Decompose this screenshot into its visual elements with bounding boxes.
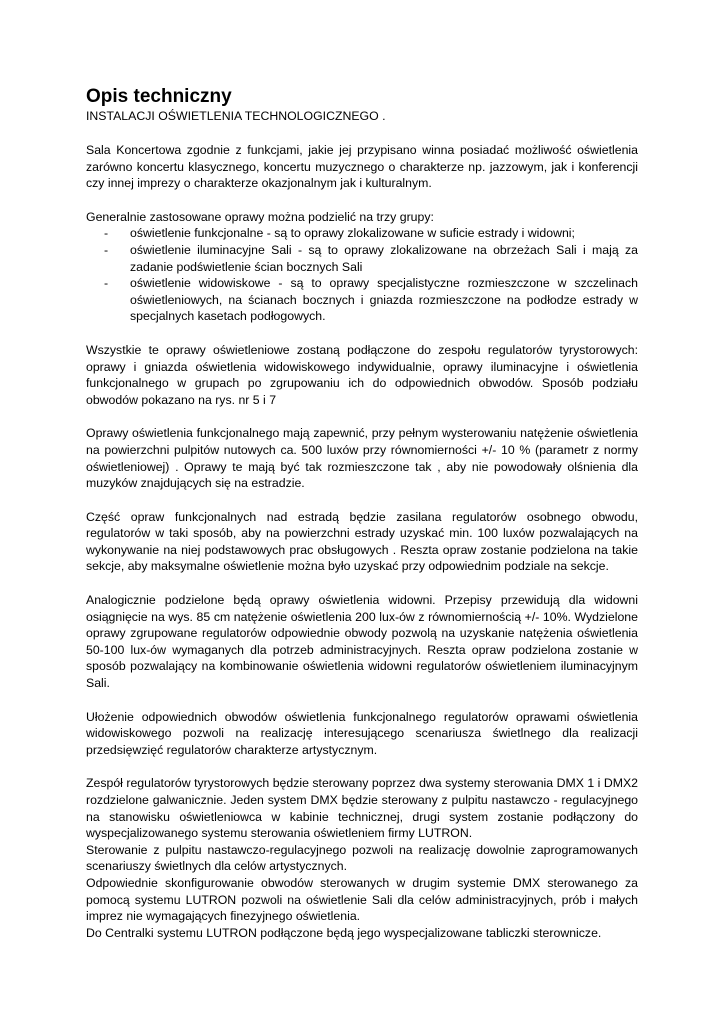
- list-item-text: oświetlenie funkcjonalne - są to oprawy zlokalizowane w suficie estrady i widowni;: [130, 226, 575, 241]
- paragraph-functional-lighting: Oprawy oświetlenia funkcjonalnego mają zapewnić, przy pełnym wysterowaniu natężenie oświetlenia na powierzchni pulpitów nutowych ca. 500 luxów przy równomierności +/- 10 % (parametr z normy oświetleniowej) . Oprawy te mają być tak rozmieszczone tak , aby nie powodowały olśnienia dla muzyków znajdujących się na estradzie.: [86, 426, 638, 491]
- dash-bullet: -: [104, 226, 109, 241]
- groups-list: [86, 225, 638, 325]
- list-item: [86, 242, 638, 275]
- paragraph-lutron-control: Odpowiednie skonfigurowanie obwodów sterowanych w drugim systemie DMX sterowanego za pomocą systemu LUTRON pozwoli na oświetlenie Sali dla celów administracyjnych, prób i małych imprez nie wymagających finezyjnego oświetlenia.: [86, 875, 638, 924]
- document-title: Opis techniczny: [86, 86, 232, 107]
- paragraph-console-control: Sterowanie z pulpitu nastawczo-regulacyjnego pozwoli na realizację dowolnie zaprogramowanych scenariuszy świetlnych dla celów artystycznych.: [86, 842, 638, 874]
- paragraph-dmx-control: Zespół regulatorów tyrystorowych będzie sterowany poprzez dwa systemy sterowania DMX 1 i DMX2 rozdzielone galwanicznie. Jeden system DMX będzie sterowany z pulpitu nastawczo - regulacyjnego na stanowisku oświetleniowca w kabinie technicznej, drugi system zostanie podłączony do wyspecjalizowanego systemu sterowania oświetleniem firmy LUTRON.: [86, 776, 638, 841]
- list-item-text: oświetlenie iluminacyjne Sali - są to oprawy zlokalizowane na obrzeżach Sali i mają za zadanie podświetlenie ścian bocznych Sali: [130, 242, 638, 274]
- dash-bullet: -: [104, 242, 109, 257]
- paragraph-intro: Sala Koncertowa zgodnie z funkcjami, jakie jej przypisano winna posiadać możliwość oświetlenia zarówno koncertu klasycznego, koncertu muzycznego o charakterze np. jazzowym, jak i konferencji czy innej imprezy o charakterze okazjonalnym jak i kulturalnym.: [86, 143, 638, 191]
- paragraph-scenario: Ułożenie odpowiednich obwodów oświetlenia funkcjonalnego regulatorów oprawami oświetlenia widowiskowego pozwoli na realizację interesującego scenariusza świetlnego dla realizacji przedsięwzięć regulatorów charakterze artystycznym.: [86, 709, 638, 757]
- list-item-text: oświetlenie widowiskowe - są to oprawy specjalistyczne rozmieszczone w szczelinach oświetleniowych, na ścianach bocznych i gniazda rozmieszczone na podłodze estrady w specjalnych kasetach podłogowych.: [130, 276, 638, 324]
- list-item: [86, 225, 638, 242]
- paragraph-lutron-panels: Do Centralki systemu LUTRON podłączone będą jego wyspecjalizowane tabliczki sterownicze.: [86, 925, 602, 940]
- document-subtitle: INSTALACJI OŚWIETLENIA TECHNOLOGICZNEGO .: [86, 109, 386, 123]
- paragraph-audience-lighting: Analogicznie podzielone będą oprawy oświetlenia widowni. Przepisy przewidują dla widowni osiągnięcie na wys. 85 cm natężenie oświetlenia 200 lux-ów z równomiernością +/- 10%. Wydzielone oprawy zgrupowane regulatorów odpowiednie obwody pozwolą na uzyskanie natężenia oświetlenia 50-100 lux-ów wymaganych dla potrzeb administracyjnych. Reszta opraw podzielona zostanie w sposób pozwalający na kombinowanie oświetlenia widowni regulatorów oświetleniem iluminacyjnym Sali.: [86, 593, 638, 691]
- document-page: [86, 86, 638, 941]
- paragraph-stage-sections: Część opraw funkcjonalnych nad estradą będzie zasilana regulatorów osobnego obwodu, regulatorów w taki sposób, aby na powierzchni estrady uzyskać min. 100 luxów pozwalających na wykonywanie na niej podstawowych prac obsługowych . Reszta opraw zostanie podzielona na takie sekcje, aby maksymalne oświetlenie można było uzyskać przy odpowiednim podziale na sekcje.: [86, 509, 638, 574]
- dash-bullet: -: [104, 276, 109, 291]
- paragraph-groups-intro: Generalnie zastosowane oprawy można podzielić na trzy grupy:: [86, 209, 434, 224]
- paragraph-connections: Wszystkie te oprawy oświetleniowe zostaną podłączone do zespołu regulatorów tyrystorowych: oprawy i gniazda oświetlenia widowiskowego indywidualnie, oprawy iluminacyjne i oświetlenia funkcjonalnego w grupach po zgrupowaniu ich do odpowiednich obwodów. Sposób podziału obwodów pokazano na rys. nr 5 i 7: [86, 342, 638, 407]
- list-item: [86, 275, 638, 325]
